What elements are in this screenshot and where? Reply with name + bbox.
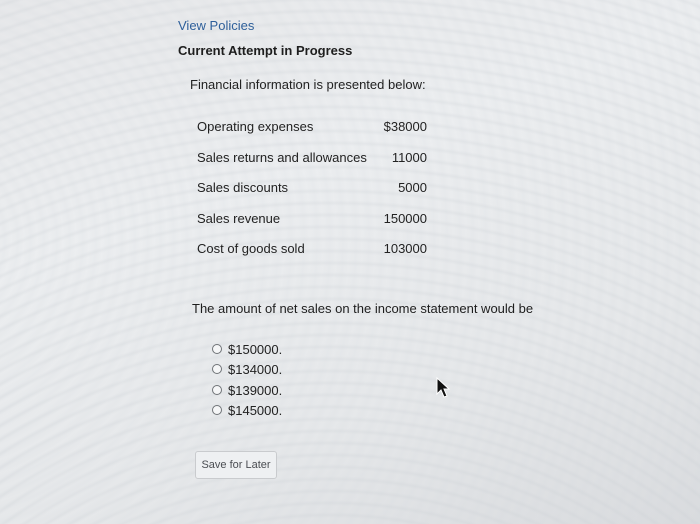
- financial-row-sales-revenue: [197, 211, 427, 231]
- radio-button[interactable]: [212, 364, 222, 374]
- answer-option-label: $150000.: [228, 341, 283, 357]
- answer-option-label: $134000.: [228, 361, 283, 377]
- view-policies-link[interactable]: View Policies: [178, 18, 255, 33]
- mouse-pointer-icon: [435, 377, 451, 399]
- radio-button[interactable]: [212, 405, 222, 415]
- financial-row-operating-expenses: [197, 119, 427, 139]
- answer-option-4[interactable]: [212, 401, 282, 419]
- radio-button[interactable]: [212, 344, 222, 354]
- financial-row-value: 5000: [398, 180, 427, 195]
- financial-row-sales-discounts: [197, 180, 427, 200]
- radio-button[interactable]: [212, 385, 222, 395]
- financial-row-label: Cost of goods sold: [197, 241, 305, 256]
- attempt-status-heading: Current Attempt in Progress: [178, 43, 353, 58]
- question-text: The amount of net sales on the income statement would be: [192, 301, 534, 316]
- answer-option-3[interactable]: [212, 381, 282, 399]
- financial-row-label: Operating expenses: [197, 119, 314, 134]
- financial-row-value: $38000: [383, 119, 427, 134]
- save-for-later-button[interactable]: Save for Later: [195, 451, 277, 479]
- financial-row-value: 11000: [391, 150, 427, 165]
- financial-row-value: 103000: [383, 241, 427, 256]
- financial-row-label: Sales discounts: [197, 180, 289, 195]
- financial-row-value: 150000: [383, 211, 427, 226]
- problem-intro: Financial information is presented below:: [190, 77, 426, 92]
- financial-row-label: Sales returns and allowances: [197, 150, 367, 165]
- financial-row-sales-returns: [197, 150, 427, 170]
- answer-option-label: $145000.: [228, 402, 283, 418]
- answer-option-1[interactable]: [212, 340, 282, 358]
- financial-row-cost-of-goods-sold: [197, 241, 427, 261]
- answer-option-label: $139000.: [228, 382, 283, 398]
- financial-row-label: Sales revenue: [197, 211, 281, 226]
- answer-option-2[interactable]: [212, 360, 282, 378]
